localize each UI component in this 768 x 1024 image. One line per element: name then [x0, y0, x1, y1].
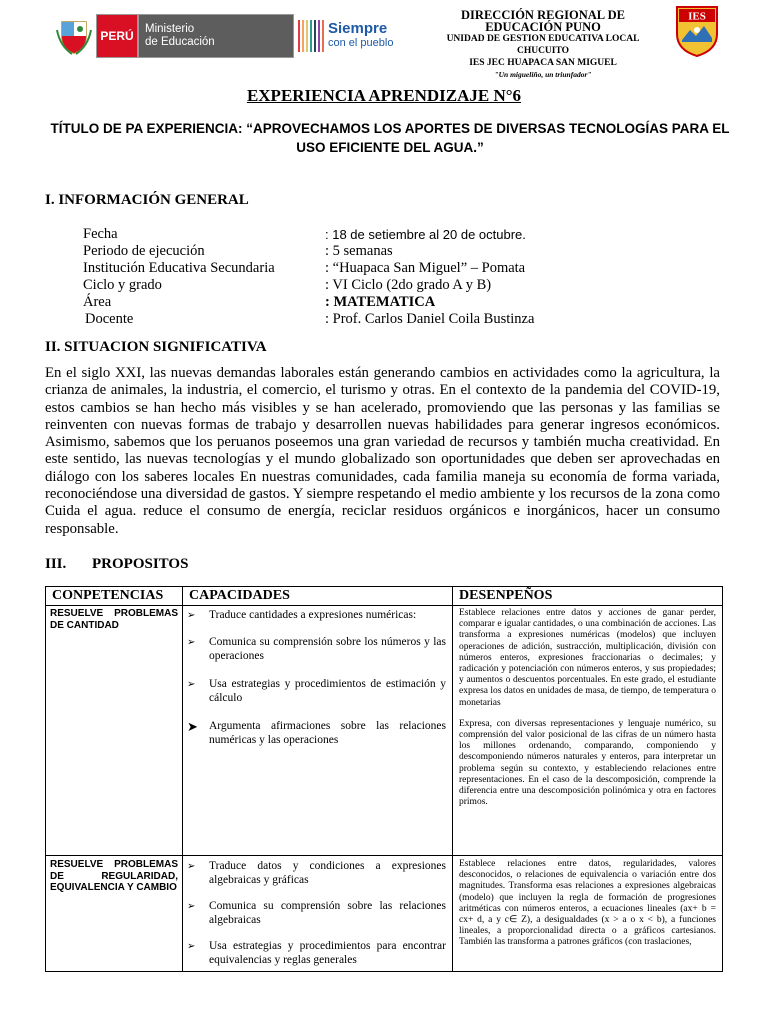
con-el-pueblo-label: con el pueblo: [328, 37, 394, 49]
ies-letters: IES: [688, 10, 706, 23]
list-item: [187, 899, 446, 927]
info-value-ciclo: : VI Ciclo (2do grado A y B): [325, 277, 492, 293]
section-3-number: III.: [45, 556, 67, 572]
header-capacidades: CAPACIDADES: [183, 587, 453, 606]
table-row: [46, 856, 723, 972]
info-label-institucion: Institución Educativa Secundaria: [83, 260, 275, 276]
arrow-bullet-icon: ➢: [187, 679, 196, 690]
situacion-significativa-paragraph: En el siglo XXI, las nuevas demandas laborales están generando cambios en actividades como la agricultura, la crianza de animales, la industria, el comercio, el turismo y otras. En el contexto de la pandemia del COVID-19, estos cambios se han hecho más visibles y se han acelerado, promoviendo que las personas y las familias se reinventen con nuevas formas de trabajo y desarrollen nuevas habilidades para generar ingresos económicos. Asimismo, sabemos que los peruanos poseemos una gran variedad de recursos y también mucha creatividad. En este sentido, las nuevas tecnologías y el mundo globalizado son oportunidades que deben ser aprovechadas en diálogo con los saberes locales En nuestras comunidades, cada familia maneja su economía de forma variada, reconociéndose una diversidad de gastos. Y siempre respetando el medio ambiente y los recursos de la zona como Cuida el agua. reduce el consumo de energía, reciclar residuos orgánicos e inorgánicos, hacer un consumo responsable.: [45, 365, 720, 537]
section-1-heading: I. INFORMACIÓN GENERAL: [45, 192, 249, 208]
arrow-bullet-icon: ➢: [187, 901, 196, 912]
peru-shield-icon: [52, 14, 96, 58]
capacidades-cell: [183, 606, 453, 856]
info-value-docente: : Prof. Carlos Daniel Coila Bustinza: [325, 311, 535, 327]
ministerio-label: Ministerio de Educación: [138, 14, 294, 58]
info-label-area: Área: [83, 294, 112, 310]
propositos-table: [45, 586, 723, 972]
list-item: [187, 608, 446, 623]
competencia-cell: RESUELVE PROBLEMAS DE REGULARIDAD, EQUIVALENCIA Y CAMBIO: [46, 856, 183, 972]
arrow-bullet-icon: ➤: [187, 719, 198, 734]
dre-header: [424, 9, 662, 81]
info-label-ciclo: Ciclo y grado: [83, 277, 162, 293]
header-competencias: CONPETENCIAS: [46, 587, 183, 606]
capacidad-text: Argumenta afirmaciones sobre las relaciones numéricas y las operaciones: [209, 720, 446, 746]
section-3-heading: PROPOSITOS: [92, 556, 189, 572]
info-label-docente: Docente: [85, 311, 134, 327]
table-row: [46, 606, 723, 856]
desempeno-text: Establece relaciones entre datos, regularidades, valores desconocidos, o relaciones de equivalencia o variación entre dos magnitudes. Transforma esas relaciones a expresiones algebraicas (modelo) que incluyen la regla de formación de progresiones aritméticas con números enteros, a ecuaciones lineales (ax+ b = cx+ d, a y c∈ Z), a desigualdades (x > a o x < b), a funciones lineales, a proporcionalidad directa o a gráficos cartesianos. También las transforma a patrones gráficos (con traslaciones,: [459, 859, 716, 948]
info-value-periodo: : 5 semanas: [325, 243, 393, 259]
desempeno-text: Expresa, con diversas representaciones y lenguaje numérico, su comprensión del valor posicional de las cifras de un número hasta los millones ordenando, comparando, componiendo y descomponiendo números naturales y enteros, para interpretar un problema según su contexto, y estableciendo relaciones entre representaciones. En el caso de la descomposición, comprende la diferencia entre una descomposición polinómica y otra en factores primos.: [459, 718, 716, 808]
capacidad-text: Comunica su comprensión sobre las relaciones algebraicas: [209, 900, 446, 926]
info-label-fecha: Fecha: [83, 226, 118, 242]
header-desempenos: DESENPEÑOS: [453, 587, 723, 606]
info-value-area: : MATEMATICA: [325, 294, 436, 310]
capacidades-cell: [183, 856, 453, 972]
peru-label: PERÚ: [96, 14, 138, 58]
desempenos-cell: [453, 856, 723, 972]
page-title: EXPERIENCIA APRENDIZAJE N°6: [246, 86, 522, 105]
dre-line-2: UNIDAD DE GESTION EDUCATIVA LOCAL CHUCUITO: [446, 34, 640, 56]
arrow-bullet-icon: ➢: [187, 637, 196, 648]
experience-subtitle: TÍTULO DE PA EXPERIENCIA: “APROVECHAMOS LOS APORTES DE DIVERSAS TECNOLOGÍAS PARA EL USO EFICIENTE DEL AGUA.”: [50, 121, 730, 155]
arrow-bullet-icon: ➢: [187, 861, 196, 872]
capacidad-text: Usa estrategias y procedimientos de estimación y cálculo: [209, 678, 446, 704]
siempre-con-el-pueblo-logo: [298, 16, 413, 56]
desempeno-text: Establece relaciones entre datos y acciones de ganar perder, comparar e igualar cantidades, o una combinación de acciones. Las transforma a expresiones numéricas (modelos) que incluyen operaciones de adición, sustracción, multiplicación, división con números enteros, expresiones fraccionarias o decimales; y radicación y potenciación con números enteros, y sus propiedades; y aumentos o descuentos porcentuales. En este grado, el estudiante expresa los datos en unidades de masa, de tiempo, de temperatura o monetarias: [459, 608, 716, 708]
list-item: [187, 719, 446, 747]
section-2-heading: II. SITUACION SIGNIFICATIVA: [45, 339, 267, 355]
capacidad-text: Usa estrategias y procedimientos para encontrar equivalencias y reglas generales: [209, 940, 446, 966]
list-item: [187, 939, 446, 967]
dre-line-3: IES JEC HUAPACA SAN MIGUEL: [469, 58, 617, 68]
ies-shield-logo: [674, 4, 720, 58]
info-value-institucion: : “Huapaca San Miguel” – Pomata: [325, 260, 526, 276]
arrow-bullet-icon: ➢: [187, 941, 196, 952]
peru-ministerio-logo: [52, 14, 294, 58]
dre-line-1: DIRECCIÓN REGIONAL DE EDUCACIÓN PUNO: [461, 8, 625, 34]
competencia-cell: RESUELVE PROBLEMAS DE CANTIDAD: [46, 606, 183, 856]
list-item: [187, 635, 446, 663]
table-header-row: [46, 587, 723, 606]
desempenos-cell: [453, 606, 723, 856]
capacidad-text: Traduce datos y condiciones a expresiones algebraicas y gráficas: [209, 860, 446, 886]
info-value-fecha: : 18 de setiembre al 20 de octubre.: [325, 227, 526, 242]
siempre-label: Siempre: [328, 20, 388, 37]
dre-line-4: "Un migueliño, un triunfador": [494, 70, 592, 79]
list-item: [187, 859, 446, 887]
list-item: [187, 677, 446, 705]
arrow-bullet-icon: ➢: [187, 610, 196, 621]
capacidad-text: Traduce cantidades a expresiones numéricas:: [209, 609, 417, 621]
capacidad-text: Comunica su comprensión sobre los números y las operaciones: [209, 636, 446, 662]
info-label-periodo: Periodo de ejecución: [83, 243, 205, 259]
siempre-bars-icon: [298, 20, 324, 52]
